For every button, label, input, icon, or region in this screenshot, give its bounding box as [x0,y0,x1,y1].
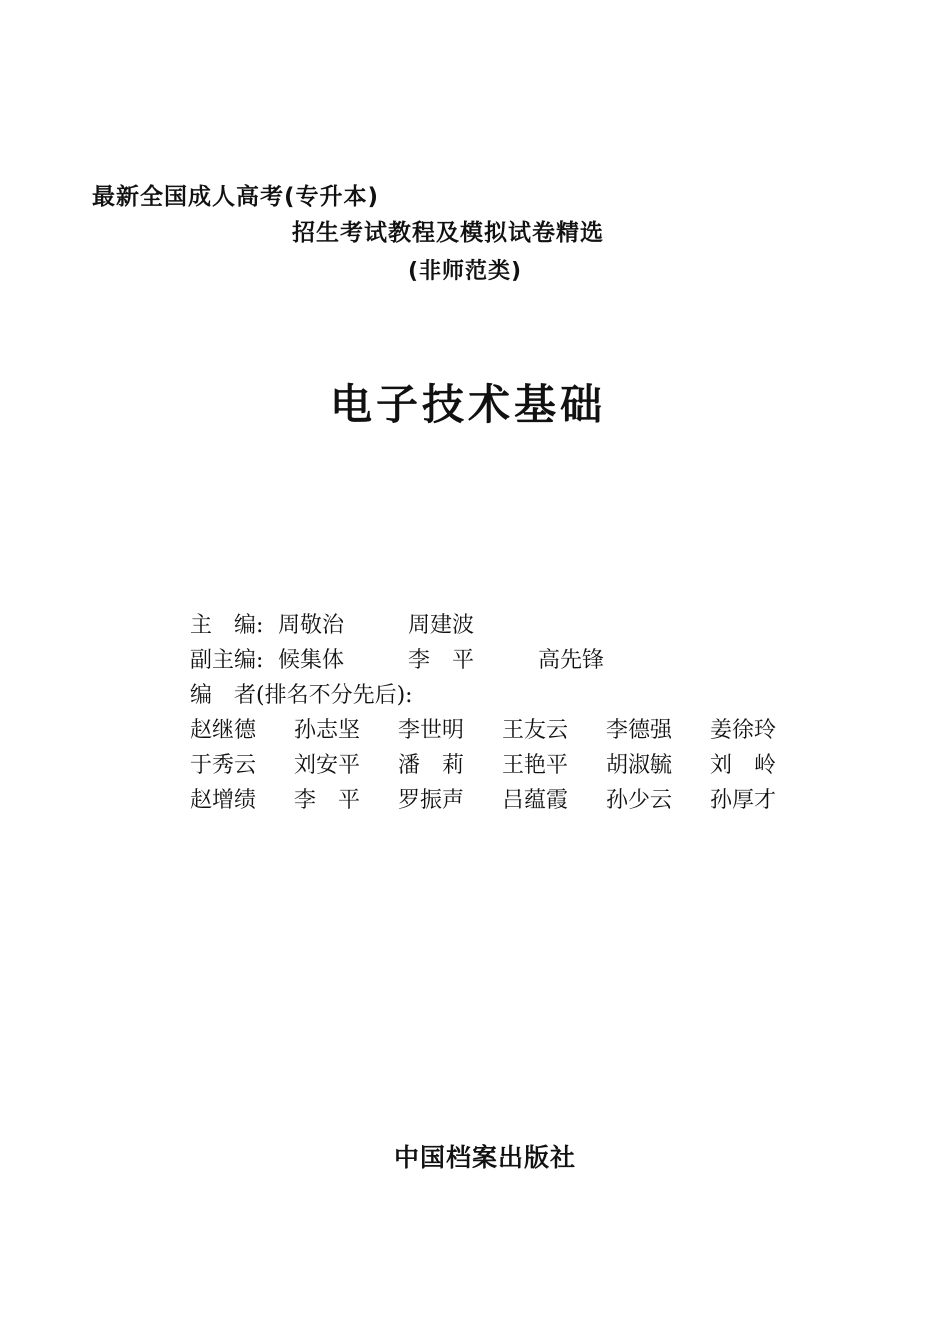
deputy-editor-row [190,643,814,678]
contributor-name: 李世明 [398,718,465,743]
series-title-line-2: 招生考试教程及模拟试卷精选 [292,220,604,246]
deputy-editor-label: 副主编: [190,648,264,673]
contributor-name: 罗振声 [398,788,465,813]
book-title: 电子技术基础 [330,380,607,429]
deputy-editor-name: 高先锋 [538,648,605,673]
contributor-name: 刘 岭 [710,753,777,778]
contributor-name: 孙厚才 [710,788,777,813]
contributor-name: 刘安平 [294,753,361,778]
contributor-row [190,783,814,818]
series-title-line-3: (非师范类) [408,259,523,284]
contributor-name: 吕蕴霞 [502,788,569,813]
series-title-line-1: 最新全国成人高考(专升本) [92,184,380,210]
contributor-name: 孙志坚 [294,718,361,743]
deputy-editor-name: 候集体 [278,648,345,673]
chief-editor-name: 周建波 [408,613,475,638]
chief-editor-name: 周敬治 [278,613,345,638]
contributor-row [190,748,814,783]
contributor-name: 赵继德 [190,718,257,743]
credits-block [190,608,814,818]
contributor-name: 李 平 [294,788,361,813]
contributors-label: 编 者(排名不分先后): [190,683,413,708]
contributor-name: 王友云 [502,718,569,743]
contributor-name: 姜徐玲 [710,718,777,743]
contributor-row [190,713,814,748]
contributors-label-row [190,678,814,713]
contributor-name: 李德强 [606,718,673,743]
chief-editor-label: 主 编: [190,613,264,638]
contributor-name: 潘 莉 [398,753,465,778]
chief-editor-row [190,608,814,643]
contributor-name: 王艳平 [502,753,569,778]
contributor-name: 胡淑毓 [606,753,673,778]
contributor-name: 孙少云 [606,788,673,813]
contributor-name: 于秀云 [190,753,257,778]
contributor-name: 赵增绩 [190,788,257,813]
deputy-editor-name: 李 平 [408,648,475,673]
publisher-name: 中国档案出版社 [394,1143,577,1172]
